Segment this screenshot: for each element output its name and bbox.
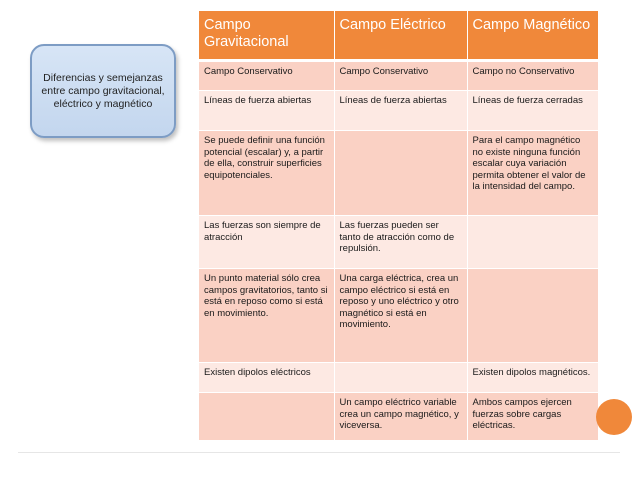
table-row xyxy=(199,216,598,269)
header-magnetic: Campo Magnético xyxy=(467,11,598,61)
table-cell: Un punto material sólo crea campos gravitatorios, tanto si está en reposo como si está en movimiento. xyxy=(199,269,334,363)
table-row xyxy=(199,363,598,393)
header-electric: Campo Eléctrico xyxy=(334,11,467,61)
table-cell: Las fuerzas son siempre de atracción xyxy=(199,216,334,269)
table-cell: Las fuerzas pueden ser tanto de atracción como de repulsión. xyxy=(334,216,467,269)
table-row xyxy=(199,131,598,216)
table-cell: Líneas de fuerza abiertas xyxy=(334,91,467,131)
comparison-table xyxy=(199,11,599,441)
table-cell: Campo Conservativo xyxy=(199,61,334,91)
slide-divider xyxy=(18,452,620,453)
table-cell: Existen dipolos eléctricos xyxy=(199,363,334,393)
table-cell: Existen dipolos magnéticos. xyxy=(467,363,598,393)
table-cell: Campo Conservativo xyxy=(334,61,467,91)
table-cell xyxy=(199,393,334,441)
table-row xyxy=(199,393,598,441)
table-cell: Líneas de fuerza cerradas xyxy=(467,91,598,131)
table-cell xyxy=(467,269,598,363)
header-gravitational: Campo Gravitacional xyxy=(199,11,334,61)
table-row xyxy=(199,269,598,363)
table-cell: Ambos campos ejercen fuerzas sobre cargas eléctricas. xyxy=(467,393,598,441)
table-header-row xyxy=(199,11,598,61)
table-cell: Se puede definir una función potencial (escalar) y, a partir de ella, construir superficies equipotenciales. xyxy=(199,131,334,216)
table-cell: Una carga eléctrica, crea un campo eléctrico si está en reposo y uno eléctrico y otro magnético si está en movimiento. xyxy=(334,269,467,363)
table-cell xyxy=(467,216,598,269)
table-row xyxy=(199,61,598,91)
table-cell xyxy=(334,363,467,393)
topic-callout-box xyxy=(30,44,176,138)
table-cell: Campo no Conservativo xyxy=(467,61,598,91)
table-row xyxy=(199,91,598,131)
topic-callout-text: Diferencias y semejanzas entre campo gravitacional, eléctrico y magnético xyxy=(41,71,165,110)
table-cell: Un campo eléctrico variable crea un campo magnético, y viceversa. xyxy=(334,393,467,441)
table-cell xyxy=(334,131,467,216)
decorative-accent-circle xyxy=(596,399,632,435)
table-cell: Para el campo magnético no existe ninguna función escalar cuya variación permita obtener el valor de la intensidad del campo. xyxy=(467,131,598,216)
table-cell: Líneas de fuerza abiertas xyxy=(199,91,334,131)
